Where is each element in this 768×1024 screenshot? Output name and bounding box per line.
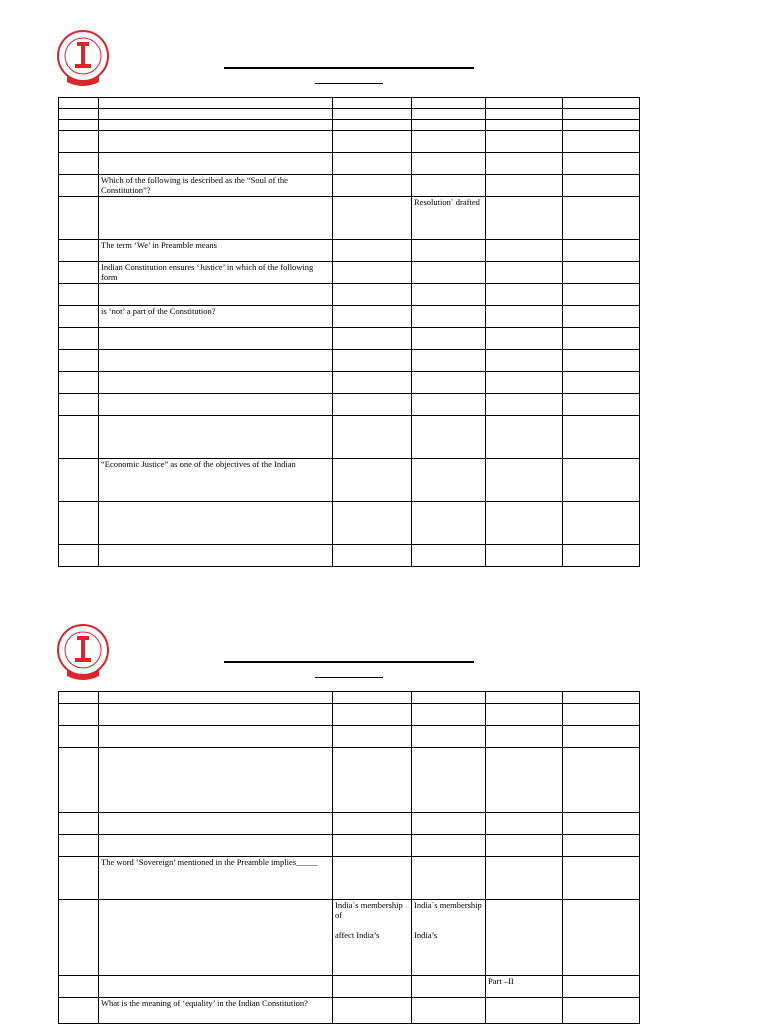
table-cell: [59, 998, 99, 1024]
table-cell: [59, 813, 99, 835]
table-cell: [563, 502, 640, 545]
table-row: [59, 998, 640, 1024]
table-cell: The term ‘We’ in Preamble means: [99, 240, 333, 262]
table-cell: [99, 328, 333, 350]
table-cell: [412, 459, 486, 502]
table-cell: [412, 372, 486, 394]
table-cell: [333, 726, 412, 748]
subheader-rule: [315, 677, 383, 678]
table-cell: [412, 328, 486, 350]
table-row: [59, 394, 640, 416]
table-cell: [412, 813, 486, 835]
table-cell: [486, 262, 563, 284]
table-cell: [333, 197, 412, 240]
table-cell: [563, 900, 640, 976]
table-cell: [486, 120, 563, 131]
table-cell: [412, 502, 486, 545]
table-cell: [486, 502, 563, 545]
table-cell: [563, 726, 640, 748]
table-cell: [59, 900, 99, 976]
table-cell: [486, 748, 563, 813]
table-cell: [412, 704, 486, 726]
table-cell: [563, 306, 640, 328]
table-cell: [486, 153, 563, 175]
table-row: [59, 502, 640, 545]
table-cell: [333, 350, 412, 372]
table-cell: [99, 976, 333, 998]
table-cell: [412, 98, 486, 109]
table-cell: [412, 175, 486, 197]
table-cell: [563, 372, 640, 394]
table-cell: [99, 835, 333, 857]
table-row: [59, 459, 640, 502]
table-cell: [59, 704, 99, 726]
table-cell: [99, 545, 333, 567]
table-row: [59, 120, 640, 131]
table-cell: [486, 350, 563, 372]
table-cell: [486, 328, 563, 350]
table-row: [59, 328, 640, 350]
table-cell: [563, 835, 640, 857]
table-cell: What is the meaning of ‘equality’ in the Indian Constitution?: [99, 998, 333, 1024]
table-cell: [333, 394, 412, 416]
table-cell: [99, 131, 333, 153]
table-row: [59, 240, 640, 262]
table-cell: [412, 857, 486, 900]
table-cell: [563, 262, 640, 284]
table-cell: [59, 350, 99, 372]
table-row: [59, 692, 640, 704]
table-cell: [563, 976, 640, 998]
table-cell: [486, 240, 563, 262]
table-row: [59, 813, 640, 835]
table-cell: [486, 998, 563, 1024]
header-rule: [224, 67, 474, 69]
table-cell: India`s membership India’s: [412, 900, 486, 976]
table-cell: [333, 502, 412, 545]
question-table-page-1: [58, 97, 640, 567]
table-cell: [333, 835, 412, 857]
table-cell: [563, 857, 640, 900]
table-cell: [59, 284, 99, 306]
table-cell: [333, 98, 412, 109]
table-cell: [59, 306, 99, 328]
table-cell: [486, 98, 563, 109]
table-cell: [563, 545, 640, 567]
table-cell: [563, 394, 640, 416]
table-cell: [563, 284, 640, 306]
table-cell: [563, 998, 640, 1024]
table-cell: “Economic Justice” as one of the objectives of the Indian: [99, 459, 333, 502]
table-cell: [333, 976, 412, 998]
table-cell: India`s membership of affect India’s: [333, 900, 412, 976]
table-cell: [99, 416, 333, 459]
table-cell: [486, 835, 563, 857]
table-row: [59, 131, 640, 153]
table-cell: [59, 175, 99, 197]
table-cell: [99, 153, 333, 175]
table-cell: [59, 240, 99, 262]
table-cell: [412, 306, 486, 328]
table-cell: [412, 109, 486, 120]
table-cell: [59, 109, 99, 120]
table-cell: [59, 416, 99, 459]
table-cell: [412, 416, 486, 459]
table-row: [59, 857, 640, 900]
table-cell: [333, 813, 412, 835]
question-table-page-2: [58, 691, 640, 1024]
table-row: [59, 306, 640, 328]
table-row: [59, 262, 640, 284]
table-cell: [59, 502, 99, 545]
table-cell: [412, 835, 486, 857]
table-cell: [486, 416, 563, 459]
table-cell: [563, 692, 640, 704]
table-cell: [486, 109, 563, 120]
table-cell: [563, 459, 640, 502]
table-cell: [412, 262, 486, 284]
header-rule: [224, 661, 474, 663]
table-cell: [333, 284, 412, 306]
table-cell: [99, 748, 333, 813]
table-cell: [333, 306, 412, 328]
table-cell: [486, 813, 563, 835]
table-cell: [486, 175, 563, 197]
table-cell: [59, 153, 99, 175]
table-cell: [59, 197, 99, 240]
table-cell: [99, 197, 333, 240]
table-cell: Which of the following is described as the “Soul of the Constitution”?: [99, 175, 333, 197]
table-row: [59, 284, 640, 306]
table-cell: [563, 120, 640, 131]
table-cell: Resolution` drafted: [412, 197, 486, 240]
table-cell: [412, 153, 486, 175]
table-row: [59, 372, 640, 394]
table-cell: [486, 197, 563, 240]
table-row: [59, 416, 640, 459]
table-cell: [59, 748, 99, 813]
table-cell: [412, 284, 486, 306]
table-cell: [333, 545, 412, 567]
table-cell: [59, 835, 99, 857]
table-cell: [333, 131, 412, 153]
table-cell: [486, 704, 563, 726]
table-cell: [412, 748, 486, 813]
table-cell: [59, 262, 99, 284]
table-cell: [59, 857, 99, 900]
institute-seal-icon: [55, 620, 111, 684]
table-cell: [333, 704, 412, 726]
table-cell: [333, 998, 412, 1024]
table-cell: [59, 120, 99, 131]
subheader-rule: [315, 83, 383, 84]
table-row: [59, 175, 640, 197]
table-cell: is ‘not’ a part of the Constitution?: [99, 306, 333, 328]
table-cell: [59, 545, 99, 567]
table-cell: [99, 692, 333, 704]
table-cell: [486, 726, 563, 748]
table-cell: [99, 120, 333, 131]
table-cell: [99, 284, 333, 306]
table-cell: [59, 459, 99, 502]
table-cell: [486, 857, 563, 900]
table-cell: [59, 131, 99, 153]
table-cell: [412, 350, 486, 372]
table-cell: [563, 748, 640, 813]
table-cell: [412, 545, 486, 567]
table-cell: [563, 197, 640, 240]
table-cell: [333, 153, 412, 175]
table-cell: [59, 372, 99, 394]
table-cell: [563, 813, 640, 835]
table-cell: [486, 459, 563, 502]
table-row: [59, 900, 640, 976]
table-cell: [333, 109, 412, 120]
table-cell: [486, 284, 563, 306]
table-cell: [99, 372, 333, 394]
table-row: [59, 835, 640, 857]
table-cell: [333, 175, 412, 197]
table-cell: [333, 372, 412, 394]
table-cell: [486, 394, 563, 416]
table-cell: Part –II: [486, 976, 563, 998]
table-cell: Indian Constitution ensures ‘Justice’ in which of the following form: [99, 262, 333, 284]
table-cell: [99, 394, 333, 416]
table-cell: [486, 306, 563, 328]
table-cell: [99, 98, 333, 109]
table-row: [59, 109, 640, 120]
table-cell: [99, 900, 333, 976]
table-cell: [412, 998, 486, 1024]
table-row: [59, 197, 640, 240]
table-cell: [59, 692, 99, 704]
table-cell: [333, 328, 412, 350]
table-row: [59, 976, 640, 998]
table-cell: [412, 240, 486, 262]
table-cell: [563, 175, 640, 197]
table-cell: [563, 131, 640, 153]
table-cell: [412, 726, 486, 748]
table-row: [59, 748, 640, 813]
table-cell: [333, 857, 412, 900]
table-cell: [333, 120, 412, 131]
table-row: [59, 545, 640, 567]
table-cell: [99, 704, 333, 726]
table-cell: [99, 726, 333, 748]
table-cell: [333, 240, 412, 262]
table-cell: [99, 350, 333, 372]
table-cell: [563, 240, 640, 262]
table-cell: [333, 262, 412, 284]
table-cell: [99, 813, 333, 835]
table-row: [59, 350, 640, 372]
table-cell: [412, 131, 486, 153]
table-row: [59, 98, 640, 109]
table-cell: [563, 98, 640, 109]
table-cell: [333, 748, 412, 813]
table-cell: The word ‘Sovereign’ mentioned in the Preamble implies_____: [99, 857, 333, 900]
table-cell: [333, 459, 412, 502]
table-cell: [486, 545, 563, 567]
table-cell: [486, 131, 563, 153]
table-cell: [59, 726, 99, 748]
table-cell: [563, 328, 640, 350]
table-cell: [486, 900, 563, 976]
table-cell: [412, 394, 486, 416]
table-cell: [486, 372, 563, 394]
table-cell: [412, 976, 486, 998]
table-cell: [412, 120, 486, 131]
table-cell: [59, 98, 99, 109]
table-cell: [563, 153, 640, 175]
institute-seal-icon: [55, 26, 111, 90]
table-cell: [333, 416, 412, 459]
table-cell: [412, 692, 486, 704]
table-row: [59, 153, 640, 175]
table-cell: [486, 692, 563, 704]
table-cell: [563, 109, 640, 120]
table-row: [59, 726, 640, 748]
table-cell: [99, 109, 333, 120]
table-cell: [59, 394, 99, 416]
table-cell: [563, 416, 640, 459]
table-cell: [99, 502, 333, 545]
table-cell: [563, 704, 640, 726]
table-cell: [333, 692, 412, 704]
table-row: [59, 704, 640, 726]
table-cell: [59, 976, 99, 998]
table-cell: [563, 350, 640, 372]
table-cell: [59, 328, 99, 350]
